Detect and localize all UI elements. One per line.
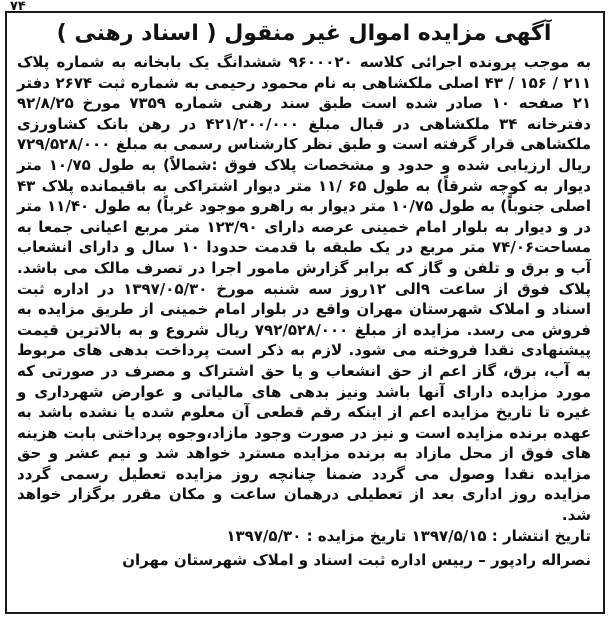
notice-frame (5, 11, 605, 614)
notice-title: آگهی مزایده اموال غیر منقول ( اسناد رهنی ) (56, 21, 552, 46)
publication-dates: تاریخ انتشار : ۱۳۹۷/۵/۱۵ تاریخ مزایده : ۱۳۹۷/۵/۳۰ (226, 526, 591, 545)
signature-line: نصراله رادپور – رییس اداره ثبت اسناد و املاک شهرستان مهران (122, 550, 591, 569)
notice-body: به موجب پرونده اجرائی کلاسه ۹۶۰۰۰۲۰ ششدانگ یک بابخانه به شماره پلاک ۲۱۱ / ۱۵۶ / ۴۳ اصلی ملکشاهی به نام محمود رحیمی به شماره ثبت ۲۶۷۴ دفتر ۲۱ صفحه ۱۰ صادر شده است طبق سند رهنی شماره ۷۳۵۹ مورخ ۹۲/۸/۲۵ دفترخانه ۳۴ ملکشاهی در قبال مبلغ ۴۲۱/۲۰۰/۰۰۰ در رهن بانک کشاورزی ملکشاهی قرار گرفته است و طبق نظر کارشناس رسمی به مبلغ ۷۲۹/۵۲۸/۰۰۰ ریال ارزیابی شده و حدود و مشخصات پلاک فوق :شمالاً) به طول ۱۰/۷۵ متر دیوار به کوچه شرقاً) به طول ۶۵ /۱۱ متر دیوار اشتراکی به باقیمانده پلاک ۴۳ اصلی جنوباً) به طول ۱۰/۷۵ متر دیوار به راهرو موجود غرباً) به طول ۱۱/۴۰ متر در و دیوار به بلوار امام خمینی عرصه دارای ۱۲۳/۹۰ متر مربع اعیانی جمعا به مساحت۷۴/۰۶ متر مربع در یک طبقه با قدمت حدودا ۱۰ سال و دارای انشعاب آب و برق و تلفن و گاز که برابر گزارش مامور اجرا در تصرف مالک می باشد. پلاک فوق از ساعت ۹الی ۱۲روز سه شنبه مورخ ۱۳۹۷/۰۵/۳۰ در اداره ثبت اسناد و املاک شهرستان مهران واقع در بلوار امام خمینی از طریق مزایده به فروش می رسد. مزایده از مبلغ ۷۹۲/۵۲۸/۰۰۰ ریال شروع و به بالاترین قیمت پیشنهادی نقدا فروخته می شود. لازم به ذکر است پرداخت بدهی های مربوط به آب، برق، گاز اعم از حق انشعاب و یا حق اشتراک و مصرف در صورتی که مورد مزایده دارای آنها باشد ونیز بدهی های مالیاتی و عوارض شهرداری و غیره تا تاریخ مزایده اعم از اینکه رقم قطعی آن معلوم شده یا نشده باشد به عهده برنده مزایده است و نیز در صورت وجود مازاد،وجوه پرداختی بابت هزینه های فوق از محل مازاد به برنده مزایده مسترد خواهد شد و نیم عشر و حق مزایده نقدا وصول می گردد ضمنا چنانچه روز مزایده تعطیل رسمی گردد مزایده روز اداری بعد از تعطیلی درهمان ساعت و مکان مقرر برگزار خواهد شد. (17, 53, 592, 525)
page-number: ۷۴ (10, 0, 26, 14)
